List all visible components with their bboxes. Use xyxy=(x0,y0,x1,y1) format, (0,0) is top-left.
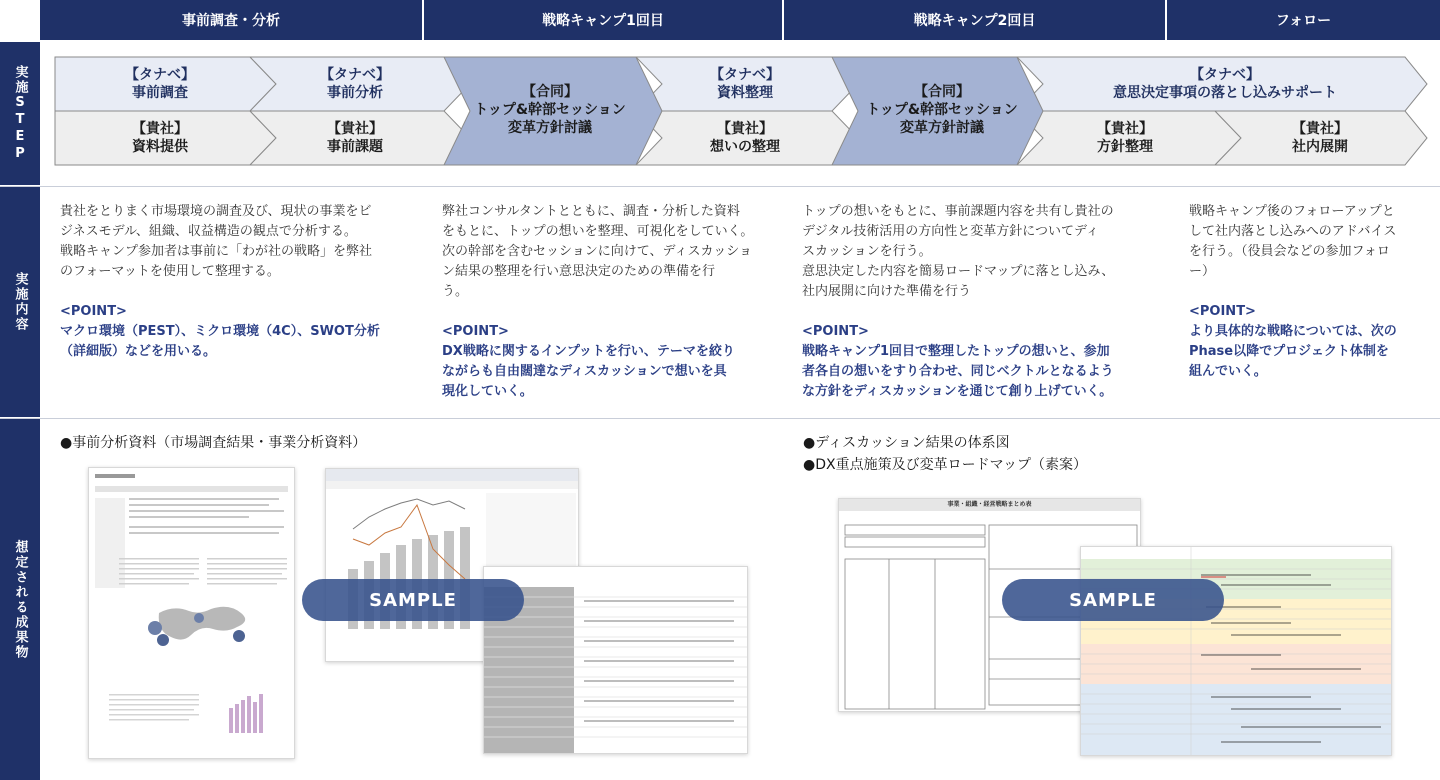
deliverable-discussion-map: ●ディスカッション結果の体系図 xyxy=(803,435,1010,451)
sample-roadmap-thumbnail xyxy=(1080,546,1392,756)
step-client-thoughts: 【貴社】 想いの整理 xyxy=(710,121,780,155)
phase-header-follow: フォロー xyxy=(1167,0,1440,40)
row-label-step: 実施STEP xyxy=(0,42,40,185)
row-label-deliverables: 想定される成果物 xyxy=(0,419,40,780)
content-follow: 戦略キャンプ後のフォローアップと して社内落とし込みへのアドバイス を行う。（役員会などの参加フォロ ー） <POINT> より具体的な戦略については、次の Phase以降でプロジェクト体制を 組んでいく。 xyxy=(1189,202,1434,382)
content-camp1: 弊社コンサルタントとともに、調査・分析した資料 をもとに、トップの想いを整理、可視化をしていく。 次の幹部を含むセッションに向けて、ディスカッショ ン結果の整理を行い意思決定のための準備を行 う。 <POINT> DX戦略に関するインプットを行い、テーマを絞り ながらも自由闊達なディスカッションで想いを具 現化していく。 xyxy=(442,202,772,402)
phase-header-survey: 事前調査・分析 xyxy=(40,0,422,40)
step-client-task: 【貴社】 事前課題 xyxy=(327,121,383,155)
point-label: <POINT> xyxy=(802,324,869,339)
content-survey: 貴社をとりまく市場環境の調査及び、現状の事業をビ ジネスモデル、組織、収益構造の観点で分析する。 戦略キャンプ参加者は事前に「わが社の戦略」を弊社 のフォーマットを使用して整理する。 <POINT> マクロ環境（PEST）、ミクロ環境（4C）、SWOT分析 （詳細版）などを用いる。 xyxy=(60,202,410,362)
phase-header-camp1: 戦略キャンプ1回目 xyxy=(424,0,782,40)
step-client-policy: 【貴社】 方針整理 xyxy=(1097,121,1153,155)
point-label: <POINT> xyxy=(60,304,127,319)
step-tanabe-analysis: 【タナベ】 事前分析 xyxy=(320,67,390,101)
step-tanabe-support: 【タナベ】 意思決定事項の落とし込みサポート xyxy=(1113,67,1337,101)
row-divider xyxy=(0,418,1440,419)
sample-badge-right: SAMPLE xyxy=(1002,579,1224,621)
sample-report-thumbnail xyxy=(88,467,295,759)
phase-header-camp2: 戦略キャンプ2回目 xyxy=(784,0,1165,40)
summary-sheet-title: 事業・組織・経営戦略まとめ表 xyxy=(839,499,1140,511)
sample-badge-left: SAMPLE xyxy=(302,579,524,621)
point-label: <POINT> xyxy=(1189,304,1256,319)
step-joint-session-1: 【合同】 トップ&幹部セッション 変革方針討議 xyxy=(474,84,626,136)
step-client-provide: 【貴社】 資料提供 xyxy=(132,121,188,155)
row-label-content: 実施内容 xyxy=(0,187,40,417)
step-tanabe-survey: 【タナベ】 事前調査 xyxy=(125,67,195,101)
point-label: <POINT> xyxy=(442,324,509,339)
step-tanabe-organize: 【タナベ】 資料整理 xyxy=(710,67,780,101)
content-camp2: トップの想いをもとに、事前課題内容を共有し貴社の デジタル技術活用の方向性と変革方針についてディ スカッションを行う。 意思決定した内容を簡易ロードマップに落とし込み、 社内展開に向けた準備を行う <POINT> 戦略キャンプ1回目で整理したトップの想いと、参加 者各自の想いをすり合わせ、同じベクトルとなるよう な方針をディスカッションを通じて創り上げていく。 xyxy=(802,202,1162,402)
step-joint-session-2: 【合同】 トップ&幹部セッション 変革方針討議 xyxy=(866,84,1018,136)
step-client-rollout: 【貴社】 社内展開 xyxy=(1292,121,1348,155)
deliverable-analysis-doc: ●事前分析資料（市場調査結果・事業分析資料） xyxy=(60,435,367,451)
deliverable-roadmap: ●DX重点施策及び変革ロードマップ（素案） xyxy=(803,457,1088,473)
